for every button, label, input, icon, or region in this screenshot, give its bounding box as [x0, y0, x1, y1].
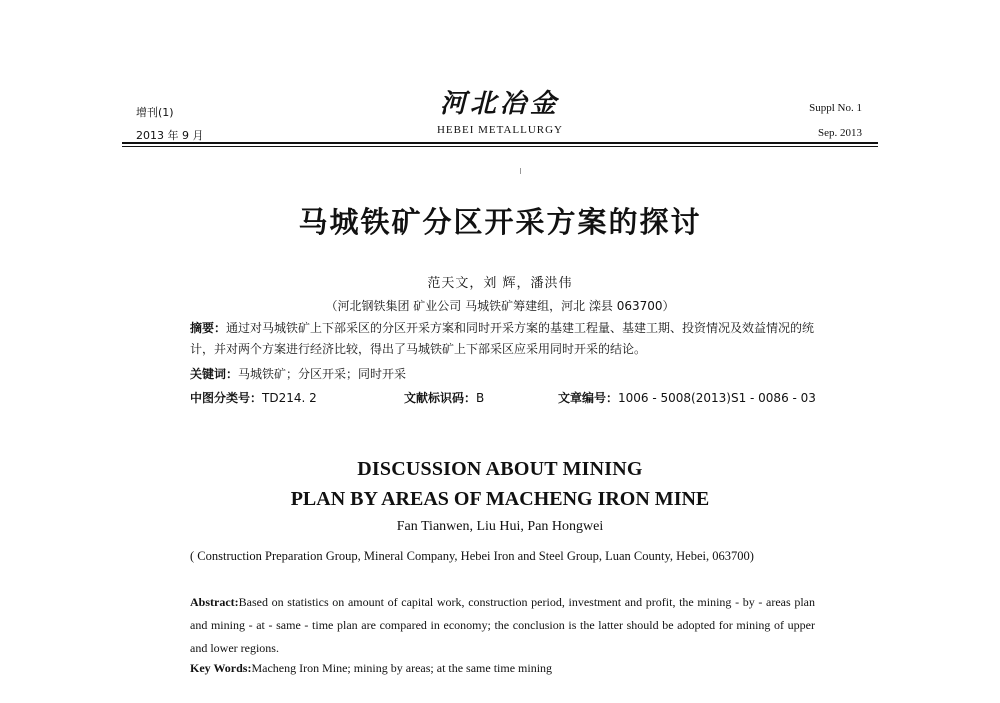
keywords-en [190, 661, 815, 676]
journal-name-en: HEBEI METALLURGY [436, 124, 564, 136]
document-code-label: 文献标识码： [404, 391, 477, 405]
abstract-text-cn: 通过对马城铁矿上下部采区的分区开采方案和同时开采方案的基建工程量、基建工期、投资情况及效益情况的统计，并对两个方案进行经济比较，得出了马城铁矿上下部采区应采用同时开采的结论。 [190, 321, 815, 356]
header-rule-thin [122, 146, 878, 147]
document-code-value: B [476, 391, 485, 405]
affiliation-cn: （河北钢铁集团 矿业公司 马城铁矿筹建组，河北 滦县 063700） [325, 299, 675, 313]
keywords-label-cn: 关键词： [190, 367, 239, 381]
clc-value: TD214. 2 [262, 391, 317, 405]
journal-logo-cn: 河北冶金 [439, 89, 560, 119]
paper-title-cn: 马城铁矿分区开采方案的探讨 [298, 205, 702, 239]
abstract-label-cn: 摘要： [190, 321, 227, 335]
affiliation-en: ( Construction Preparation Group, Mineral Company, Hebei Iron and Steel Group, Luan County, Hebei, 063700) [190, 549, 754, 563]
keywords-label-en: Key Words: [190, 661, 252, 675]
clc-label: 中图分类号： [190, 391, 263, 405]
document-code [404, 389, 484, 406]
header-rule-thick [122, 142, 878, 144]
paper-title-en-line1: DISCUSSION ABOUT MINING [357, 458, 643, 480]
scan-mark [520, 168, 521, 174]
authors-cn: 范天文，刘 辉，潘洪伟 [427, 276, 573, 291]
keywords-cn [190, 365, 406, 382]
abstract-label-en: Abstract: [190, 595, 239, 609]
date-label-en: Sep. 2013 [818, 127, 862, 139]
abstract-text-en: Based on statistics on amount of capital work, construction period, investment and profit, the mining - by - areas plan and mining - at - same - time plan are compared in economy; the conclusion is the latter should be adopted for mining of upper and lower regions. [190, 595, 815, 655]
paper-title-en-line2: PLAN BY AREAS OF MACHENG IRON MINE [290, 488, 710, 510]
keywords-text-cn: 马城铁矿；分区开采；同时开采 [238, 367, 407, 381]
issue-label-cn: 增刊(1) [136, 106, 174, 119]
clc-number [190, 389, 317, 406]
article-number-value: 1006 - 5008(2013)S1 - 0086 - 03 [618, 391, 816, 405]
abstract-cn [190, 318, 815, 360]
article-number [558, 389, 816, 406]
date-label-cn: 2013 年 9 月 [136, 129, 204, 142]
abstract-en [190, 591, 815, 660]
authors-en: Fan Tianwen, Liu Hui, Pan Hongwei [396, 519, 604, 534]
article-number-label: 文章编号： [558, 391, 619, 405]
issue-label-en: Suppl No. 1 [809, 102, 862, 114]
keywords-text-en: Macheng Iron Mine; mining by areas; at the same time mining [251, 661, 553, 675]
